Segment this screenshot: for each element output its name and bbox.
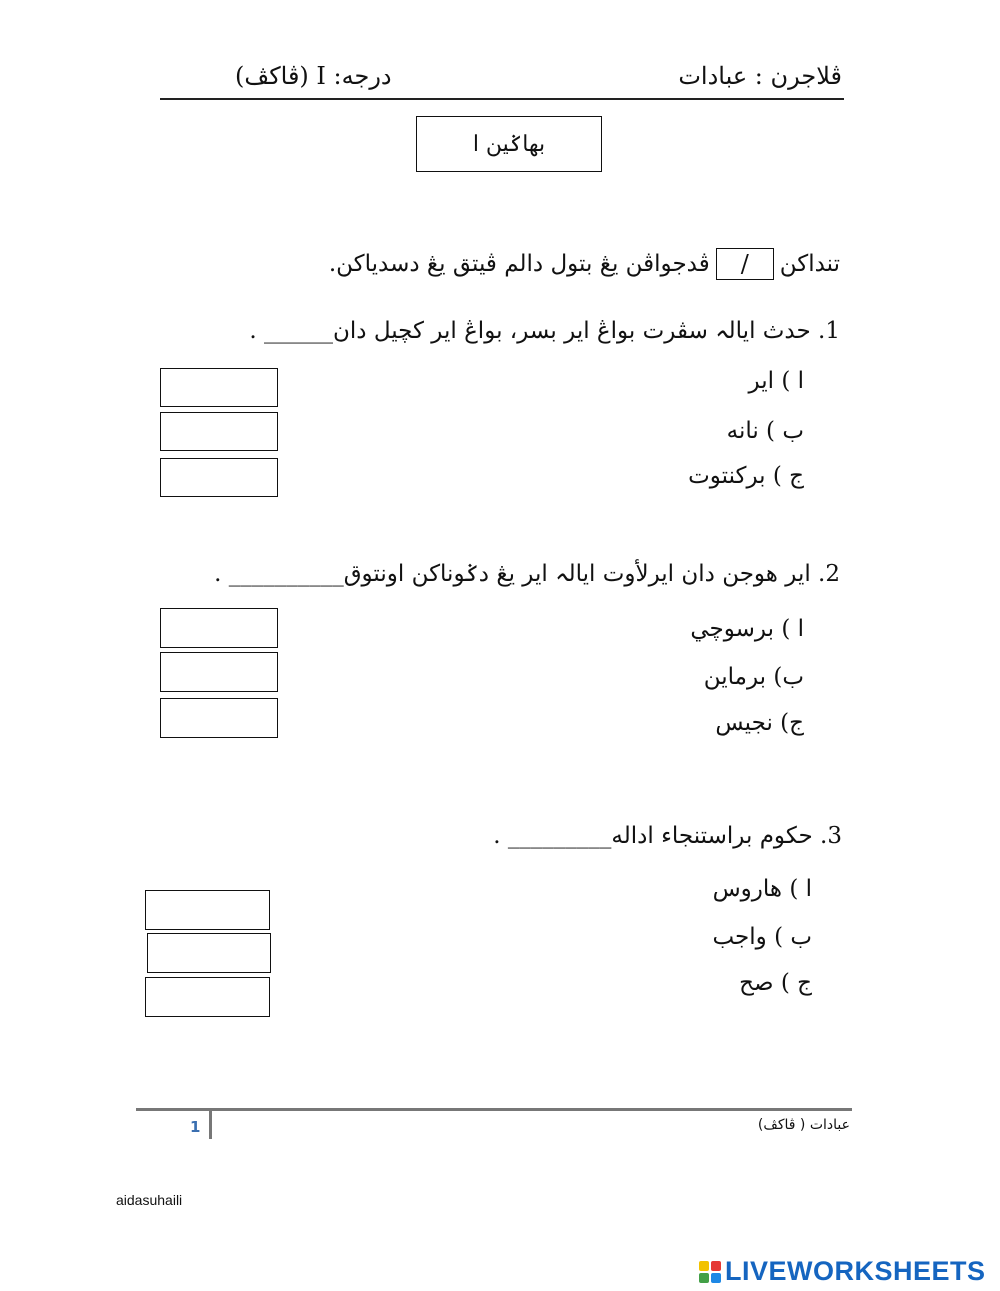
q1-option-c: ج ) برکنتوت	[688, 463, 804, 489]
section-title-box	[416, 116, 602, 172]
page-number: 1	[190, 1118, 201, 1136]
tick-mark-sample: /	[716, 248, 774, 280]
grade-label: درجه: I (ڤاکڤ)	[235, 62, 392, 90]
footer-label: عبادات ( ڤاکڤ)	[757, 1117, 850, 1133]
liveworksheets-logo[interactable]	[699, 1256, 986, 1287]
logo-square-icon	[699, 1273, 709, 1283]
author-name: aidasuhaili	[116, 1192, 183, 1208]
instruction-after: ڤدجواڤن يڠ بتول دالم ڤيتق يڠ دسدياکن.	[328, 251, 710, 277]
subject-label: ڤلاجرن : عبادات	[678, 62, 842, 90]
q3-answer-box-b[interactable]	[147, 933, 271, 973]
logo-grid-icon	[699, 1261, 721, 1283]
section-title: بهاݢين ا	[472, 131, 546, 157]
logo-square-icon	[711, 1261, 721, 1271]
instruction	[329, 248, 840, 280]
footer-divider	[209, 1111, 212, 1139]
q2-answer-box-b[interactable]	[160, 652, 278, 692]
q1-option-a: ا ) اير	[748, 368, 804, 394]
logo-square-icon	[711, 1273, 721, 1283]
q3-answer-box-a[interactable]	[145, 890, 270, 930]
q3-option-a: ا ) هاروس	[712, 876, 812, 902]
q1-answer-box-c[interactable]	[160, 458, 278, 497]
q1-option-b: ب ) نانه	[726, 418, 804, 444]
q2-answer-box-a[interactable]	[160, 608, 278, 648]
q1-answer-box-a[interactable]	[160, 368, 278, 407]
q2-option-a: ا ) برسوچي	[690, 616, 804, 642]
q3-answer-box-c[interactable]	[145, 977, 270, 1017]
question-1-text: 1. حدث ايالہ سڤرت بواڠ اير بسر، بواڠ اير کچيل دان______ .	[249, 318, 840, 344]
question-3-text: 3. حکوم براستنجاء اداله_________ .	[493, 823, 842, 849]
brand-name: LIVEWORKSHEETS	[725, 1256, 986, 1286]
q1-answer-box-b[interactable]	[160, 412, 278, 451]
q3-option-b: ب ) واجب	[712, 924, 812, 950]
header-rule	[160, 98, 844, 100]
logo-square-icon	[699, 1261, 709, 1271]
q2-answer-box-c[interactable]	[160, 698, 278, 738]
question-2-text: 2. اير هوجن دان ايرلأوت ايالہ اير يڠ دݢوناکن اونتوق__________ .	[214, 561, 840, 587]
q2-option-c: ج) نجيس	[715, 710, 804, 736]
instruction-before: تنداکن	[779, 251, 840, 277]
q3-option-c: ج ) صح	[739, 970, 812, 996]
footer-rule	[136, 1108, 852, 1111]
q2-option-b: ب) برماين	[703, 664, 804, 690]
